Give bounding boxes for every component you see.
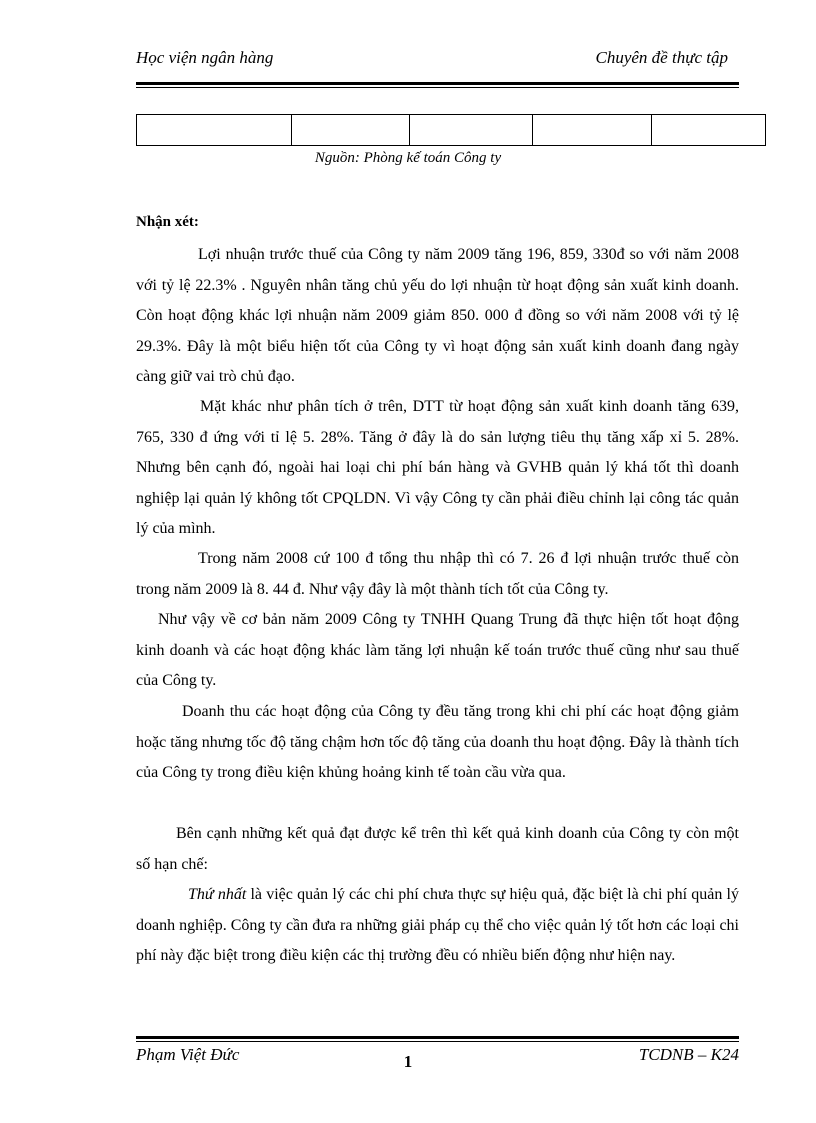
table-cell — [533, 115, 652, 146]
table-cell — [652, 115, 766, 146]
table-cell — [292, 115, 410, 146]
section-heading: Nhận xét: — [136, 214, 199, 230]
paragraph-7 — [136, 880, 739, 972]
footer-author: Phạm Việt Đức — [136, 1045, 240, 1064]
table-fragment — [136, 114, 766, 146]
paragraph-4: Như vậy về cơ bản năm 2009 Công ty TNHH Quang Trung đã thực hiện tốt hoạt động kinh doanh và các hoạt động khác làm tăng lợi nhuận kế toán trước thuế cũng như sau thuế của Công ty. — [136, 611, 739, 690]
source-note: Nguồn: Phòng kế toán Công ty — [314, 150, 502, 166]
table-cell — [137, 115, 292, 146]
table-row — [137, 115, 766, 146]
footer-class-code: TCDNB – K24 — [638, 1045, 739, 1064]
paragraph-7-text: là việc quản lý các chi phí chưa thực sự hiệu quả, đặc biệt là chi phí quản lý doanh nghiệp. Công ty cần đưa ra những giải pháp cụ thể cho việc quản lý tốt hơn các loại chi phí này đặc biệt trong điều kiện các thị trường đều có nhiều biến động như hiện nay. — [136, 886, 739, 965]
page-header-left: Học viện ngân hàng — [136, 48, 274, 67]
paragraph-6: Bên cạnh những kết quả đạt được kể trên thì kết quả kinh doanh của Công ty còn một số hạn chế: — [136, 825, 739, 873]
paragraph-7-lead: Thứ nhất — [188, 886, 247, 903]
paragraph-1: Lợi nhuận trước thuế của Công ty năm 2009 tăng 196, 859, 330đ so với năm 2008 với tỷ lệ 22.3% . Nguyên nhân tăng chủ yếu do lợi nhuận từ hoạt động sản xuất kinh doanh. Còn hoạt động khác lợi nhuận năm 2009 giảm 850. 000 đ đồng so với năm 2008 với tỷ lệ 29.3%. Đây là một biểu hiện tốt của Công ty vì hoạt động sản xuất kinh doanh đang ngày càng giữ vai trò chủ đạo. — [136, 246, 739, 386]
table-cell — [410, 115, 533, 146]
paragraph-2: Mặt khác như phân tích ở trên, DTT từ hoạt động sản xuất kinh doanh tăng 639, 765, 330 đ ứng với tỉ lệ 5. 28%. Tăng ở đây là do sản lượng tiêu thụ tăng xấp xỉ 5. 28%. Nhưng bên cạnh đó, ngoài hai loại chi phí bán hàng và GVHB quản lý khá tốt thì doanh nghiệp lại quản lý không tốt CPQLDN. Vì vậy Công ty cần phải điều chỉnh lại công tác quản lý của mình. — [136, 398, 739, 538]
page-header-right: Chuyên đề thực tập — [595, 48, 728, 67]
page-number: 1 — [403, 1052, 413, 1071]
paragraph-5: Doanh thu các hoạt động của Công ty đều tăng trong khi chi phí các hoạt động giảm hoặc tăng nhưng tốc độ tăng chậm hơn tốc độ tăng của doanh thu hoạt động. Đây là thành tích của Công ty trong điều kiện khủng hoảng kinh tế toàn cầu vừa qua. — [136, 703, 739, 782]
paragraph-3: Trong năm 2008 cứ 100 đ tổng thu nhập thì có 7. 26 đ lợi nhuận trước thuế còn trong năm 2009 là 8. 44 đ. Như vậy đây là một thành tích tốt của Công ty. — [136, 550, 739, 598]
header-rule — [136, 82, 739, 88]
footer-rule — [136, 1036, 739, 1042]
